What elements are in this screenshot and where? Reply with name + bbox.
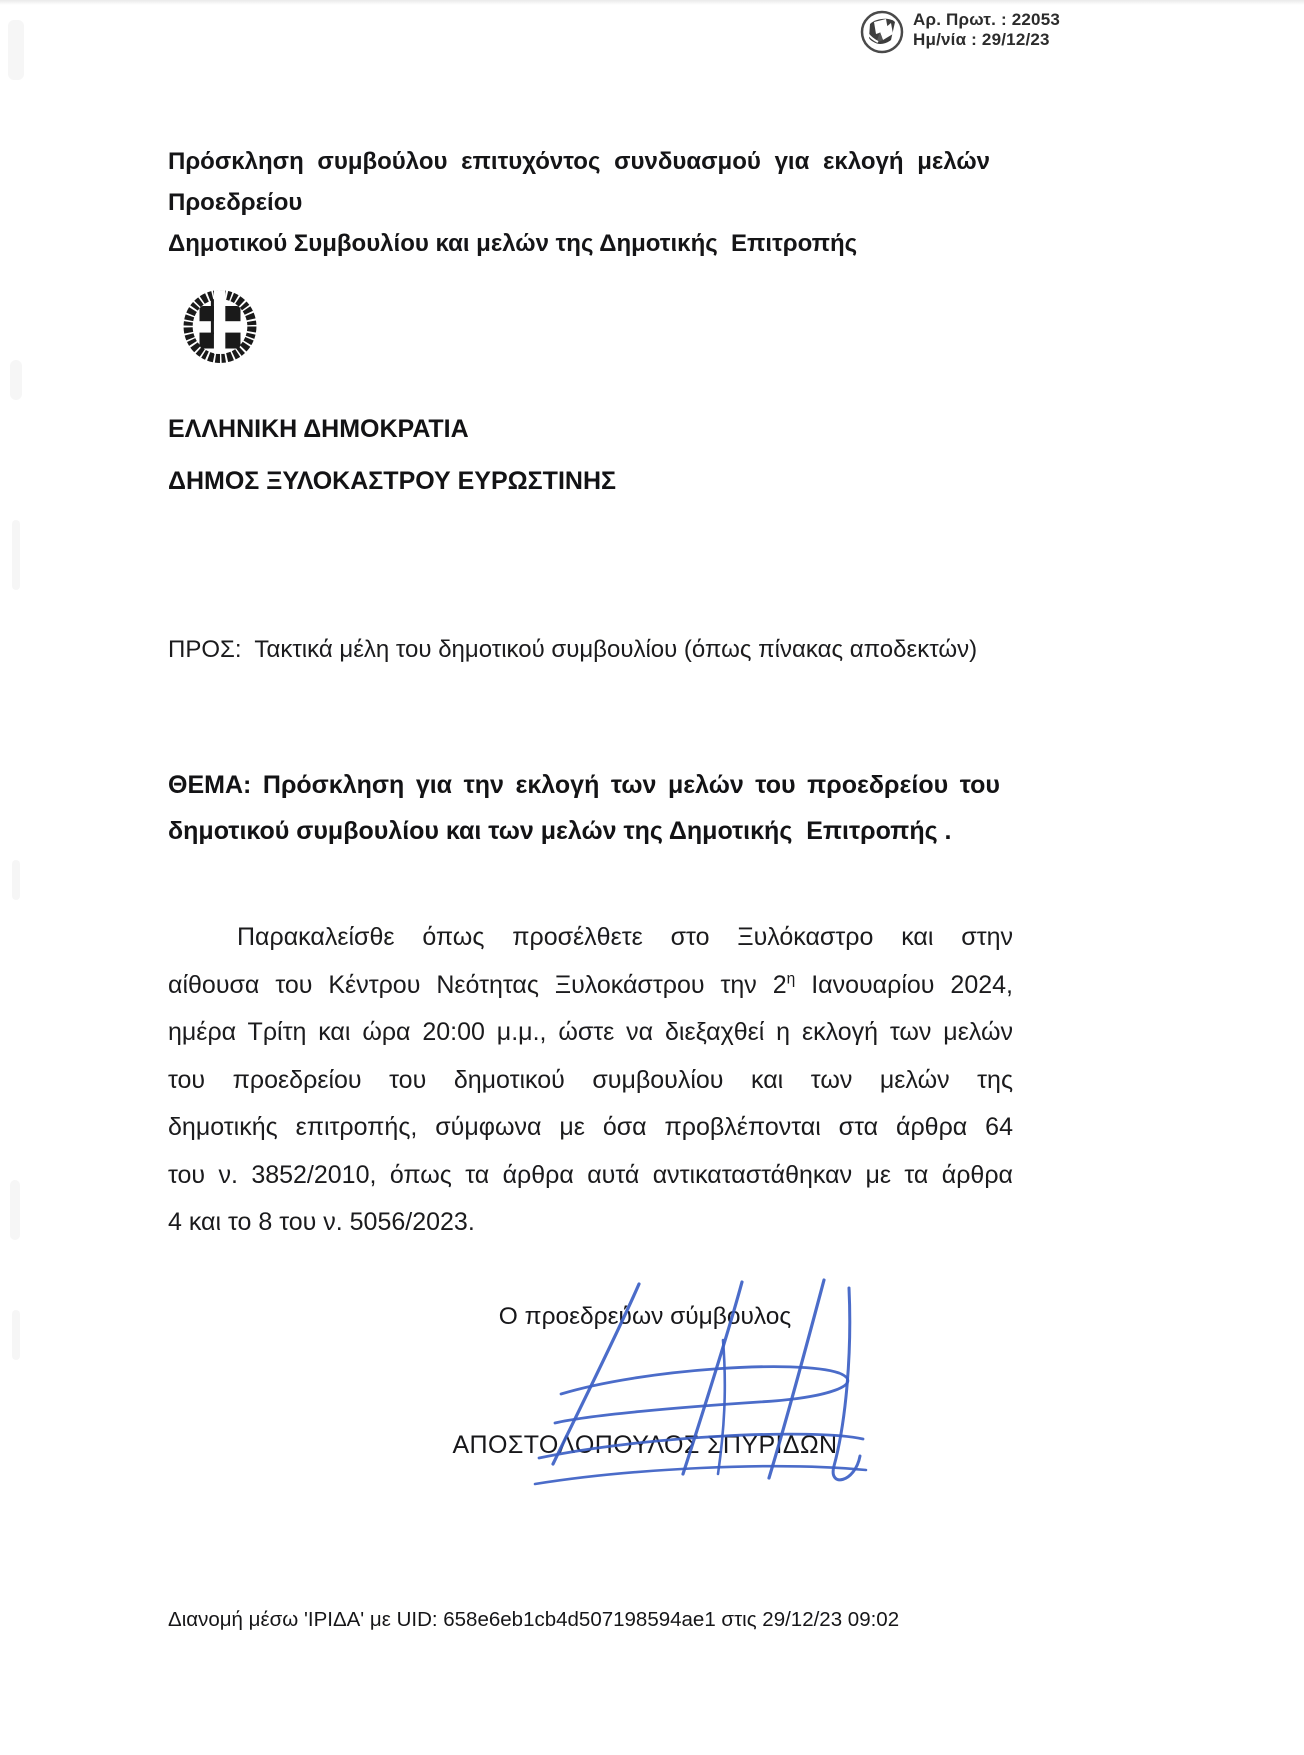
protocol-date: Ημ/νία : 29/12/23	[913, 30, 1050, 49]
iris-logo-icon	[860, 10, 904, 54]
body-line: δημοτικής επιτροπής, σύμφωνα με όσα προβλέπονται στα άρθρα 64	[168, 1113, 1013, 1141]
document-title	[168, 141, 990, 264]
protocol-stamp	[860, 10, 1060, 54]
document-title-line2: Δημοτικού Συμβουλίου και μελών της Δημοτικής Επιτροπής	[168, 230, 858, 257]
scan-smudge	[12, 520, 20, 590]
document-title-line1: Πρόσκληση συμβούλου επιτυχόντος συνδυασμού για εκλογή μελών Προεδρείου	[168, 148, 990, 216]
republic-header: ΕΛΛΗΝΙΚΗ ΔΗΜΟΚΡΑΤΙΑ	[168, 415, 469, 443]
signatory-name: ΑΠΟΣΤΟΛΟΠΟΥΛΟΣ ΣΠΥΡΙΔΩΝ	[452, 1431, 838, 1459]
municipality-header: ΔΗΜΟΣ ΞΥΛΟΚΑΣΤΡΟΥ ΕΥΡΩΣΤΙΝΗΣ	[168, 467, 617, 495]
scan-smudge	[10, 360, 22, 400]
distribution-footer: Διανομή μέσω 'ΙΡΙΔΑ' με UID: 658e6eb1cb4d507198594ae1 στις 29/12/23 09:02	[168, 1608, 900, 1631]
body-line: Παρακαλείσθε όπως προσέλθετε στο Ξυλόκαστρο και στην	[237, 923, 1013, 951]
subject-line1: ΘΕΜΑ: Πρόσκληση για την εκλογή των μελών του προεδρείου του	[168, 771, 1000, 799]
subject-line2: δημοτικού συμβουλίου και των μελών της Δημοτικής Επιτροπής .	[168, 817, 952, 845]
protocol-number: Αρ. Πρωτ. : 22053	[913, 10, 1061, 29]
scan-smudge	[10, 1180, 20, 1240]
body-line: αίθουσα του Κέντρου Νεότητας Ξυλοκάστρου την $2^\eta$ Ιανουαρίου 2024,	[168, 970, 1013, 999]
body-line: ημέρα Τρίτη και ώρα 20:00 μ.μ., ώστε να διεξαχθεί η εκλογή των μελών	[168, 1018, 1013, 1046]
ordinal-superscript: η	[786, 970, 796, 988]
subject-block	[168, 762, 1000, 854]
body-paragraph	[168, 914, 1013, 1247]
scan-top-edge	[0, 0, 1304, 5]
scan-smudge	[8, 20, 24, 80]
signature-role: Ο προεδρεύων σύμβουλος	[498, 1303, 792, 1330]
body-line: 4 και το 8 του ν. 5056/2023.	[168, 1208, 475, 1236]
greek-coat-of-arms-icon	[182, 284, 258, 371]
scan-smudge	[12, 1310, 20, 1360]
recipient-line: ΠΡΟΣ: Τακτικά μέλη του δημοτικού συμβουλίου (όπως πίνακας αποδεκτών)	[168, 636, 978, 663]
body-line: του προεδρείου του δημοτικού συμβουλίου και των μελών της	[168, 1065, 1013, 1094]
body-line: του ν. 3852/2010, όπως τα άρθρα αυτά αντικαταστάθηκαν με τα άρθρα	[168, 1160, 1013, 1189]
scan-smudge	[12, 860, 20, 900]
